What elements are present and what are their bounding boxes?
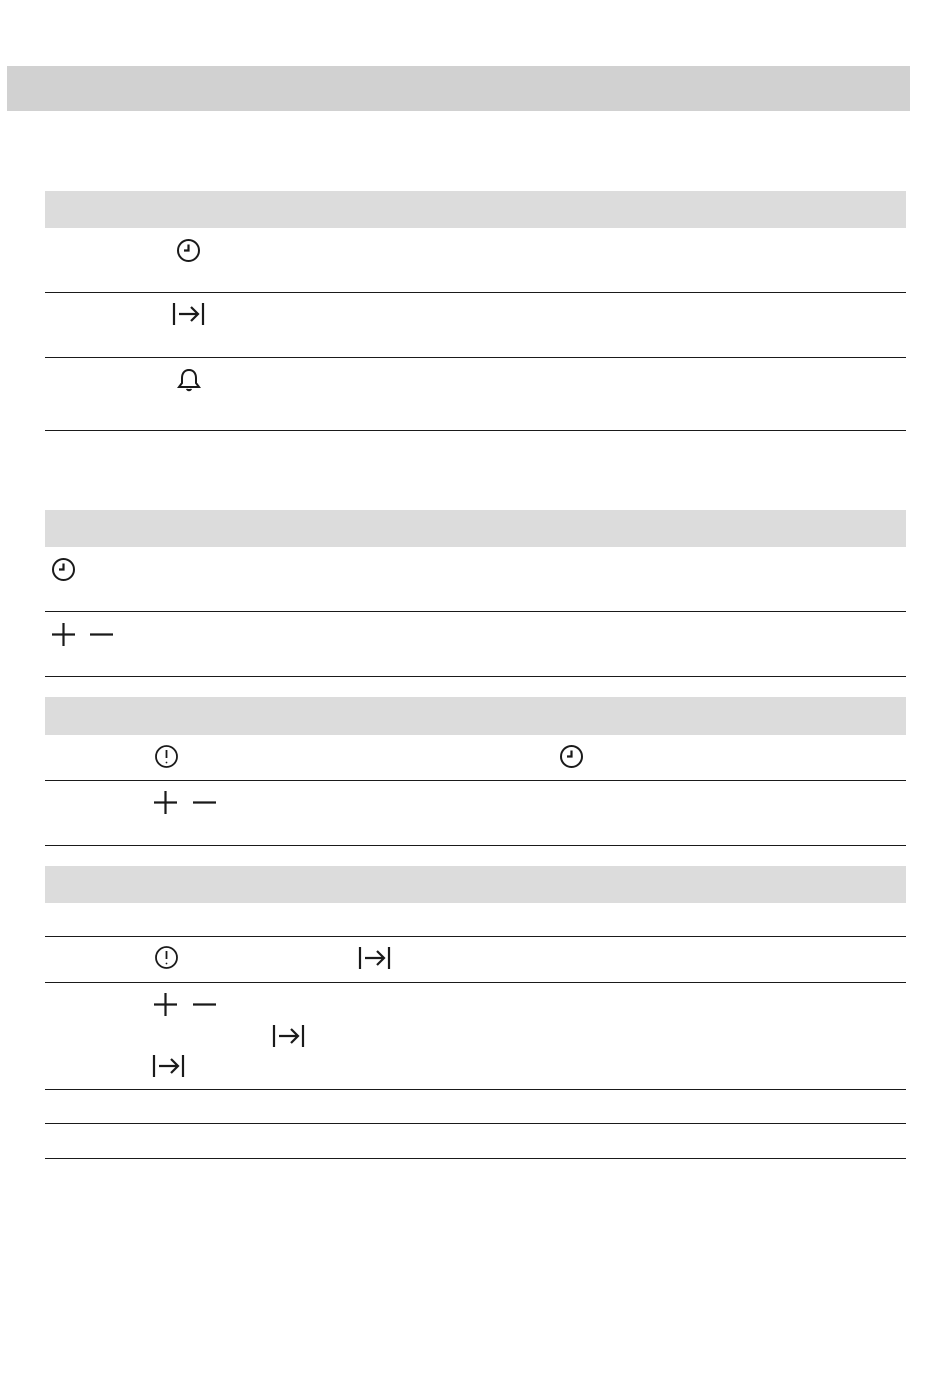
row-divider [45, 845, 906, 846]
bell-icon [177, 368, 201, 393]
minus-icon [88, 621, 115, 648]
row-divider [45, 780, 906, 781]
clock-icon [176, 238, 201, 263]
end-time-icon [272, 1024, 306, 1048]
row-divider [45, 430, 906, 431]
section-header-end-time [45, 866, 906, 903]
power-icon [154, 744, 179, 769]
section-header-setting-time [45, 510, 906, 547]
chapter-banner [7, 66, 910, 111]
end-time-icon [358, 946, 392, 970]
end-time-icon [152, 1054, 186, 1078]
plus-icon [152, 789, 179, 816]
clock-icon [51, 557, 76, 582]
minus-icon [191, 789, 218, 816]
row-divider [45, 1089, 906, 1090]
section-header-changing-time [45, 697, 906, 735]
end-time-icon [172, 302, 206, 326]
section-header-clock-functions [45, 191, 906, 228]
minus-icon [191, 991, 218, 1018]
clock-icon [559, 744, 584, 769]
row-divider [45, 1158, 906, 1159]
plus-icon [152, 991, 179, 1018]
row-divider [45, 982, 906, 983]
row-divider [45, 611, 906, 612]
plus-icon [50, 621, 77, 648]
row-divider [45, 1123, 906, 1124]
row-divider [45, 676, 906, 677]
row-divider [45, 357, 906, 358]
row-divider [45, 292, 906, 293]
row-divider [45, 936, 906, 937]
power-icon [154, 945, 179, 970]
